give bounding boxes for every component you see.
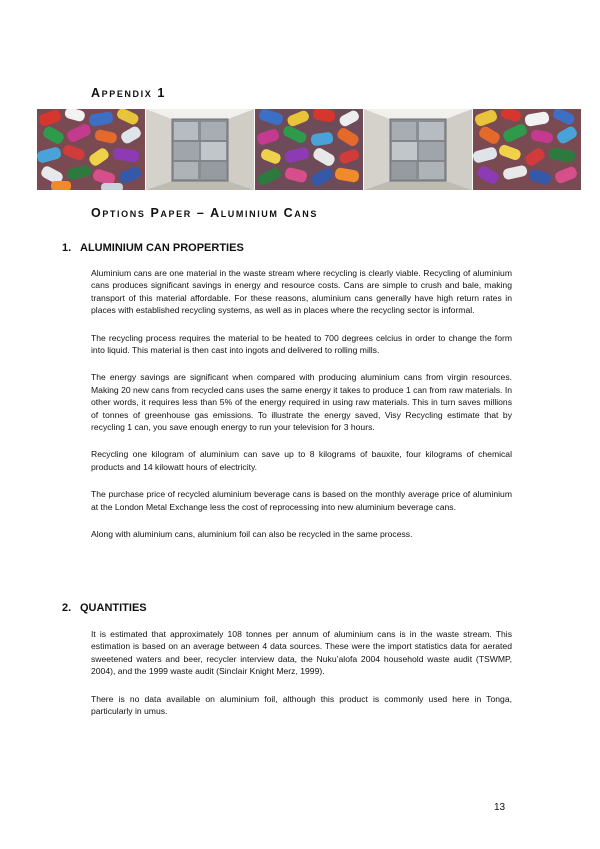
container-of-baled-cans-photo	[364, 109, 472, 190]
section-2-heading	[62, 602, 147, 614]
paragraph: Recycling one kilogram of aluminium can save up to 8 kilograms of bauxite, four kilograms of chemical products and 14 kilowatt hours of electricity.	[91, 449, 512, 472]
paragraph: The energy savings are significant when compared with producing aluminium cans from virgin resources. Making 20 new cans from recycled cans uses the same energy it takes to produce 1 can from raw materials. In other words, it requires less than 5% of the energy required in using raw materials. This in turn saves millions of tonnes of greenhouse gas emissions. To illustrate the energy saved, Visy Recycling estimate that by recycling 1 can, you save enough energy to run your television for 3 hours.	[91, 372, 512, 433]
paragraph: The recycling process requires the material to be heated to 700 degrees celcius in order to change the form into liquid. This material is then cast into ingots and delivered to rolling mills.	[91, 332, 512, 356]
photo-banner	[37, 109, 581, 190]
appendix-title: Appendix 1	[91, 86, 166, 100]
page-number: 13	[494, 802, 506, 813]
section-2-body	[91, 628, 512, 732]
crushed-cans-photo	[255, 109, 363, 190]
section-title: ALUMINIUM CAN PROPERTIES	[80, 242, 244, 254]
paragraph: There is no data available on aluminium foil, although this product is commonly used here in Tonga, particularly in umus.	[91, 693, 512, 717]
section-title: QUANTITIES	[80, 602, 147, 614]
section-1-heading	[62, 242, 244, 254]
container-of-baled-cans-photo	[146, 109, 254, 190]
crushed-cans-photo	[473, 109, 581, 190]
paragraph: The purchase price of recycled aluminium beverage cans is based on the monthly average price of aluminium at the London Metal Exchange less the cost of reprocessing into new aluminium beverage cans.	[91, 489, 512, 512]
options-paper-title: Options Paper – Aluminium Cans	[91, 206, 318, 220]
paragraph: Aluminium cans are one material in the waste stream where recycling is clearly viable. Recycling of aluminium cans produces significant savings in energy and resource costs. Cans are simple to crush and bale, making transport of this material affordable. For these reasons, aluminium cans generally have high return rates in places with established recycling systems, as well as in places where the recycling sector is informal.	[91, 268, 512, 316]
section-number: 1.	[62, 242, 72, 254]
section-number: 2.	[62, 602, 72, 614]
paragraph: Along with aluminium cans, aluminium foil can also be recycled in the same process.	[91, 529, 413, 540]
crushed-cans-photo	[37, 109, 145, 190]
section-1-body	[91, 267, 512, 556]
paragraph: It is estimated that approximately 108 tonnes per annum of aluminium cans is in the waste stream. This estimation is based on an average between 4 data sources. These were the import statistics data for aerated sweetened waters and beer, recycler interview data, the Nuku’alofa 2004 household waste audit (TSWMP, 2004), and the 1999 waste audit (Sinclair Knight Merz, 1999).	[91, 629, 512, 677]
